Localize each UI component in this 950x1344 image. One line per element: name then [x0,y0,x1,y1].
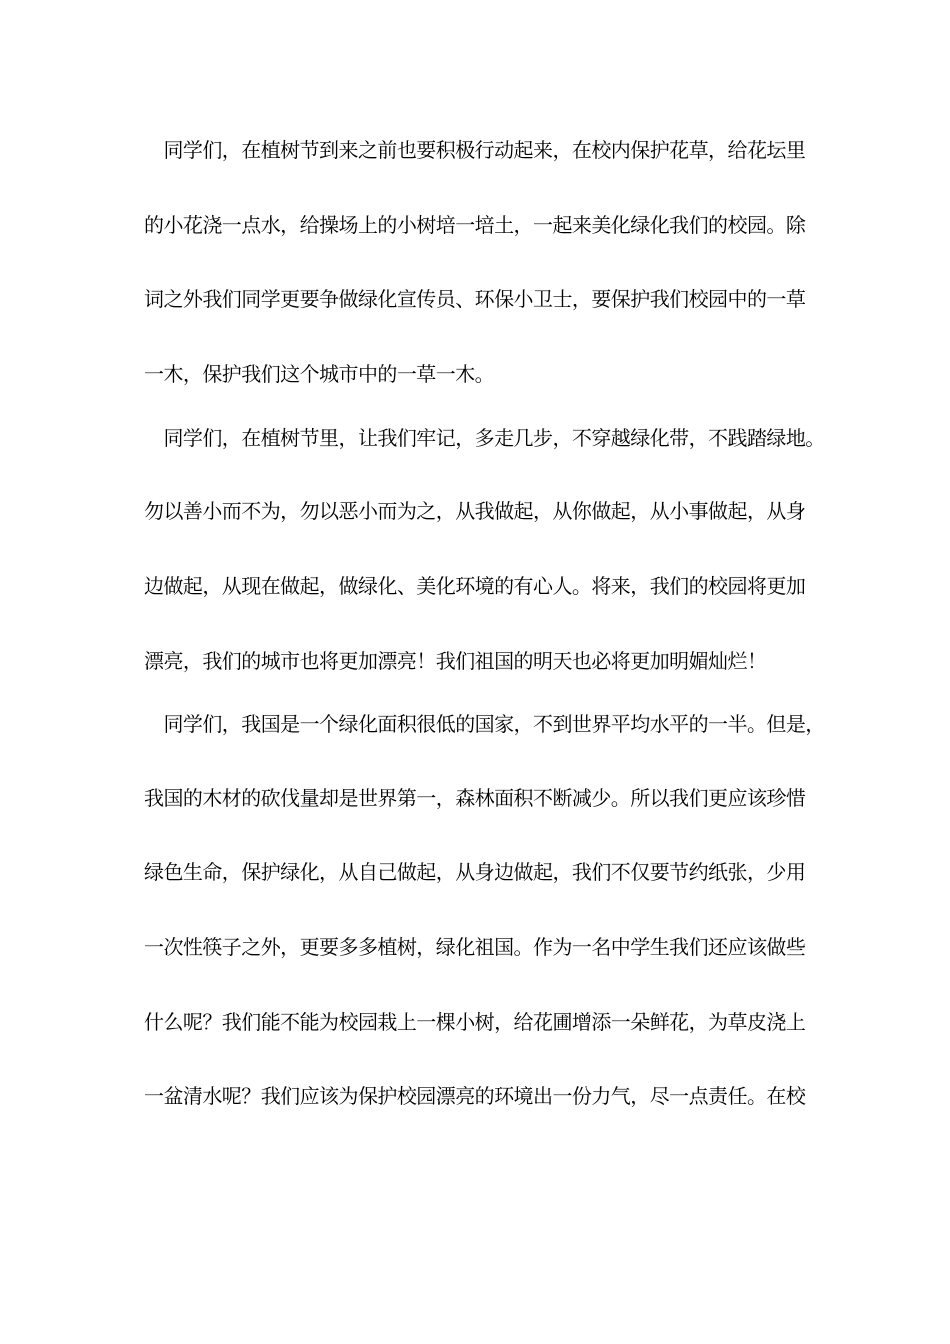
paragraph-3-line-4: 一次性筷子之外，更要多多植树，绿化祖国。作为一名中学生我们还应该做些 [144,935,806,959]
paragraph-2-line-2: 勿以善小而不为，勿以恶小而为之，从我做起，从你做起，从小事做起，从身 [144,499,806,523]
paragraph-3-line-5: 什么呢？我们能不能为校园栽上一棵小树，给花圃增添一朵鲜花，为草皮浇上 [144,1010,806,1034]
paragraph-2-line-1: 同学们，在植树节里，让我们牢记，多走几步，不穿越绿化带，不践踏绿地。 [144,426,825,450]
paragraph-1-line-1: 同学们，在植树节到来之前也要积极行动起来，在校内保护花草，给花坛里 [144,138,806,162]
paragraph-2-line-4: 漂亮，我们的城市也将更加漂亮！我们祖国的明天也必将更加明媚灿烂！ [144,649,767,673]
paragraph-2-line-3: 边做起，从现在做起，做绿化、美化环境的有心人。将来，我们的校园将更加 [144,574,806,598]
paragraph-1-line-3: 词之外我们同学更要争做绿化宣传员、环保小卫士，要保护我们校园中的一草 [144,287,806,311]
paragraph-1-line-2: 的小花浇一点水，给操场上的小树培一培土，一起来美化绿化我们的校园。除 [144,213,806,237]
paragraph-3-line-1: 同学们，我国是一个绿化面积很低的国家，不到世界平均水平的一半。但是， [144,712,825,736]
paragraph-3-line-3: 绿色生命，保护绿化，从自己做起，从身边做起，我们不仅要节约纸张，少用 [144,860,806,884]
paragraph-3-line-2: 我国的木材的砍伐量却是世界第一，森林面积不断减少。所以我们更应该珍惜 [144,786,806,810]
paragraph-1-line-4: 一木，保护我们这个城市中的一草一木。 [144,362,495,386]
paragraph-3-line-6: 一盆清水呢？我们应该为保护校园漂亮的环境出一份力气，尽一点责任。在校 [144,1084,806,1108]
